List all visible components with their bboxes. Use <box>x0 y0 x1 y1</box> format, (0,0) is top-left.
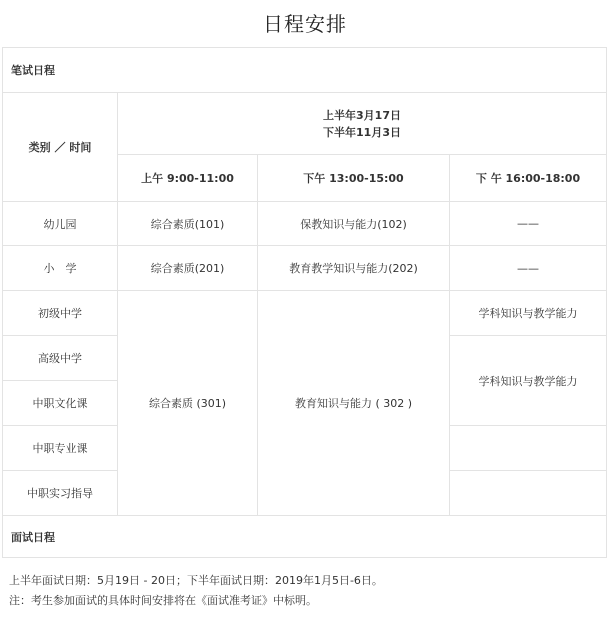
slot-evening: 下 午 16:00-18:00 <box>450 155 607 202</box>
subject-cell: 教育教学知识与能力(202) <box>258 246 450 291</box>
interview-section-row <box>3 516 607 558</box>
subject-cell: 学科知识与教学能力 <box>450 291 607 336</box>
empty-cell <box>450 426 607 471</box>
slot-afternoon: 下午 13:00-15:00 <box>258 155 450 202</box>
category-cell: 中职文化课 <box>3 381 118 426</box>
subject-cell: 学科知识与教学能力 <box>450 336 607 426</box>
category-cell: 幼儿园 <box>3 202 118 246</box>
subject-cell: 保教知识与能力(102) <box>258 202 450 246</box>
second-half-date: 下半年11月3日 <box>323 125 401 139</box>
slot-morning: 上午 9:00-11:00 <box>118 155 258 202</box>
category-time-header: 类别 ／ 时间 <box>3 93 118 202</box>
subject-cell: 综合素质(101) <box>118 202 258 246</box>
written-section-row <box>3 48 607 93</box>
subject-cell: 教育知识与能力 ( 302 ) <box>258 291 450 516</box>
category-cell: 高级中学 <box>3 336 118 381</box>
subject-cell: 综合素质(201) <box>118 246 258 291</box>
interview-notice: 注：考生参加面试的具体时间安排将在《面试准考证》中标明。 <box>9 594 317 607</box>
category-cell: 初级中学 <box>3 291 118 336</box>
table-row <box>3 291 607 336</box>
exam-dates-header <box>118 93 607 155</box>
subject-cell: —— <box>450 246 607 291</box>
category-cell: 中职实习指导 <box>3 471 118 516</box>
interview-dates: 上半年面试日期：5月19日 - 20日；下半年面试日期：2019年1月5日-6日。 <box>9 574 383 587</box>
date-header-row <box>3 93 607 155</box>
table-row <box>3 246 607 291</box>
subject-cell: 综合素质 (301) <box>118 291 258 516</box>
first-half-date: 上半年3月17日 <box>323 108 401 122</box>
schedule-table <box>2 47 607 558</box>
empty-cell <box>450 471 607 516</box>
subject-cell: —— <box>450 202 607 246</box>
interview-notes <box>9 571 599 611</box>
written-section-title: 笔试日程 <box>3 48 607 93</box>
page-title: 日程安排 <box>263 12 347 36</box>
category-cell: 小 学 <box>3 246 118 291</box>
table-row <box>3 202 607 246</box>
category-cell: 中职专业课 <box>3 426 118 471</box>
interview-section-title: 面试日程 <box>3 516 607 558</box>
